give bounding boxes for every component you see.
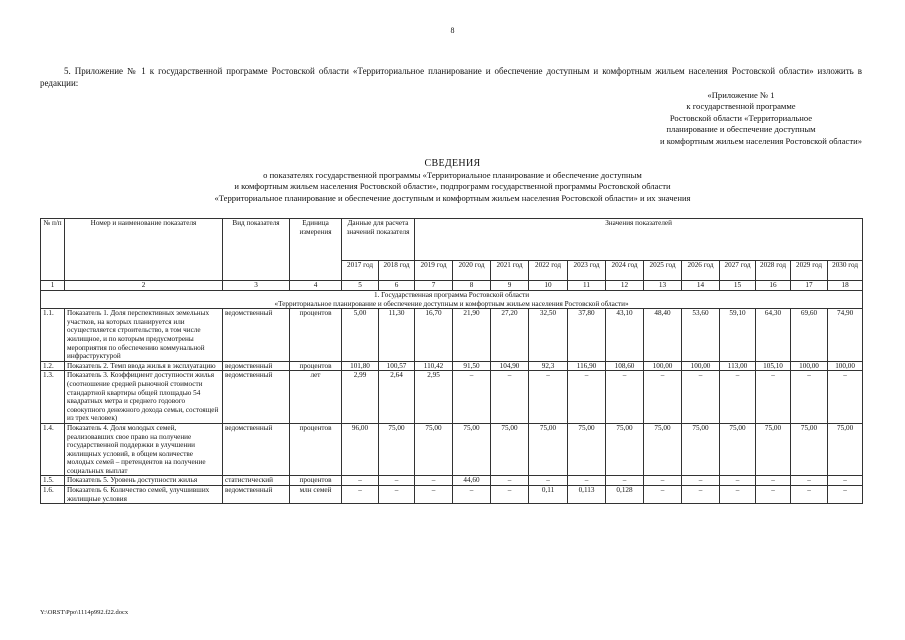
row-number: 1.4. <box>41 423 65 476</box>
indicator-value: – <box>682 476 720 486</box>
indicator-value: – <box>491 486 529 504</box>
indicator-value: – <box>342 486 379 504</box>
indicator-name: Показатель 6. Количество семей, улучшивших жилищные условия <box>65 486 223 504</box>
indicator-value: 0,11 <box>529 486 568 504</box>
indicator-value: 2,99 <box>342 371 379 424</box>
title-line: и комфортным жильем населения Ростовской области», подпрограмм государственной программы Ростовской области <box>234 181 671 191</box>
column-number: 16 <box>756 281 791 291</box>
indicator-value: 75,00 <box>791 423 828 476</box>
indicator-value: 100,00 <box>644 361 682 371</box>
indicator-value: 75,00 <box>415 423 453 476</box>
column-number: 2 <box>65 281 223 291</box>
year-header: 2030 год <box>828 261 863 281</box>
indicator-value: 75,00 <box>606 423 644 476</box>
indicator-value: 64,30 <box>756 309 791 362</box>
appendix-line: Ростовской области «Территориальное <box>669 112 813 123</box>
year-header: 2029 год <box>791 261 828 281</box>
indicator-value: 75,00 <box>756 423 791 476</box>
column-number: 14 <box>682 281 720 291</box>
column-number: 15 <box>720 281 756 291</box>
indicator-value: 92,3 <box>529 361 568 371</box>
year-header: 2022 год <box>529 261 568 281</box>
header-kind: Вид показателя <box>223 219 290 281</box>
year-header: 2019 год <box>415 261 453 281</box>
indicator-value: 100,00 <box>682 361 720 371</box>
header-base: Данные для расчета значений показателя <box>342 219 415 261</box>
indicator-value: 75,00 <box>491 423 529 476</box>
indicator-kind: ведомственный <box>223 486 290 504</box>
column-number: 6 <box>379 281 415 291</box>
column-number: 10 <box>529 281 568 291</box>
indicator-value: – <box>720 486 756 504</box>
appendix-line: к государственной программе <box>686 101 796 112</box>
indicator-value: 11,30 <box>379 309 415 362</box>
indicator-value: 2,95 <box>415 371 453 424</box>
indicator-value: – <box>529 371 568 424</box>
indicator-value: 96,00 <box>342 423 379 476</box>
intro-paragraph: 5. Приложение № 1 к государственной программе Ростовской области «Территориальное планирование и обеспечение доступным и комфортным жильем населения Ростовской области» изложить в редакции: <box>40 66 862 88</box>
column-number: 1 <box>41 281 65 291</box>
year-header: 2017 год <box>342 261 379 281</box>
page-number: 8 <box>450 26 455 35</box>
header-name: Номер и наименование показателя <box>65 219 223 281</box>
appendix-line: и комфортным жильем населения Ростовской области» <box>660 135 862 146</box>
row-number: 1.3. <box>41 371 65 424</box>
indicator-kind: ведомственный <box>223 371 290 424</box>
table-row <box>41 371 863 424</box>
indicator-value: 48,40 <box>644 309 682 362</box>
column-number: 7 <box>415 281 453 291</box>
indicator-value: – <box>682 371 720 424</box>
indicator-value: – <box>682 486 720 504</box>
year-header: 2021 год <box>491 261 529 281</box>
header-num: № п/п <box>41 219 65 281</box>
row-number: 1.2. <box>41 361 65 371</box>
indicator-value: – <box>606 476 644 486</box>
year-header: 2023 год <box>568 261 606 281</box>
indicator-value: – <box>379 476 415 486</box>
column-number: 11 <box>568 281 606 291</box>
indicator-value: 21,90 <box>453 309 491 362</box>
indicator-value: 104,90 <box>491 361 529 371</box>
indicator-unit: процентов <box>290 476 342 486</box>
indicator-value: – <box>791 476 828 486</box>
indicator-value: – <box>606 371 644 424</box>
year-header: 2025 год <box>644 261 682 281</box>
column-number: 12 <box>606 281 644 291</box>
indicator-value: – <box>644 486 682 504</box>
indicator-value: 100,57 <box>379 361 415 371</box>
indicator-unit: процентов <box>290 361 342 371</box>
title-main: СВЕДЕНИЯ <box>424 158 481 169</box>
header-values: Значения показателей <box>415 219 863 261</box>
indicator-value: 16,70 <box>415 309 453 362</box>
indicator-value: – <box>491 476 529 486</box>
indicator-value: 69,60 <box>791 309 828 362</box>
indicator-value: – <box>756 371 791 424</box>
indicator-value: 43,10 <box>606 309 644 362</box>
indicator-value: – <box>379 486 415 504</box>
appendix-line: планирование и обеспечение доступным <box>666 124 816 135</box>
table-row <box>41 361 863 371</box>
indicator-value: 75,00 <box>644 423 682 476</box>
indicator-unit: млн семей <box>290 486 342 504</box>
indicator-name: Показатель 4. Доля молодых семей, реализовавших свое право на получение государственной поддержки в улучшении жилищных условий, в общем количестве молодых семей – претендентов на получение социальных выплат <box>65 423 223 476</box>
indicator-value: 44,60 <box>453 476 491 486</box>
table-row <box>41 486 863 504</box>
indicator-value: 75,00 <box>568 423 606 476</box>
indicator-value: 75,00 <box>453 423 491 476</box>
column-number: 9 <box>491 281 529 291</box>
indicator-kind: статистический <box>223 476 290 486</box>
indicator-value: 5,00 <box>342 309 379 362</box>
indicator-value: 75,00 <box>828 423 863 476</box>
indicator-value: 100,00 <box>828 361 863 371</box>
indicator-value: 75,00 <box>529 423 568 476</box>
indicator-value: – <box>342 476 379 486</box>
year-header: 2024 год <box>606 261 644 281</box>
indicator-name: Показатель 3. Коэффициент доступности жилья (соотношение средней рыночной стоимости стандартной квартиры общей площадью 54 квадратных метра и среднего годового совокупного денежного дохода семьи, состоящей из трех человек) <box>65 371 223 424</box>
indicator-value: – <box>791 371 828 424</box>
section-line: «Территориальное планирование и обеспечение доступным и комфортным жильем населения Ростовской области» <box>274 299 629 308</box>
indicator-value: 91,50 <box>453 361 491 371</box>
indicator-value: – <box>529 476 568 486</box>
indicators-table <box>40 218 863 504</box>
year-header: 2027 год <box>720 261 756 281</box>
indicator-value: 105,10 <box>756 361 791 371</box>
indicator-unit: лет <box>290 371 342 424</box>
section-line: 1. Государственная программа Ростовской области <box>373 291 530 299</box>
indicator-kind: ведомственный <box>223 361 290 371</box>
indicator-value: 59,10 <box>720 309 756 362</box>
indicator-value: – <box>756 476 791 486</box>
indicator-value: 75,00 <box>682 423 720 476</box>
indicator-value: 27,20 <box>491 309 529 362</box>
indicator-kind: ведомственный <box>223 423 290 476</box>
year-header: 2028 год <box>756 261 791 281</box>
file-path-footer: Y:\ORST\Ppo\1114p992.f22.docx <box>40 609 129 616</box>
indicator-value: 110,42 <box>415 361 453 371</box>
indicator-name: Показатель 1. Доля перспективных земельных участков, на которых планируется или осуществляется строительство, в том числе жилищное, и по которым предусмотрены мероприятия по обеспечению коммунальной инфраструктурой <box>65 309 223 362</box>
indicator-value: – <box>828 476 863 486</box>
year-header: 2026 год <box>682 261 720 281</box>
indicator-value: 2,64 <box>379 371 415 424</box>
indicator-value: – <box>644 371 682 424</box>
title-line: «Территориальное планирование и обеспечение доступным и комфортным жильем населения Ростовской области» и их значения <box>214 192 691 203</box>
row-number: 1.1. <box>41 309 65 362</box>
table-row <box>41 423 863 476</box>
column-number: 3 <box>223 281 290 291</box>
indicator-value: – <box>720 476 756 486</box>
indicator-value: 75,00 <box>720 423 756 476</box>
indicator-value: – <box>568 476 606 486</box>
indicator-value: 53,60 <box>682 309 720 362</box>
indicator-value: 100,00 <box>791 361 828 371</box>
indicator-value: – <box>756 486 791 504</box>
section-row <box>41 291 863 309</box>
indicator-value: – <box>453 371 491 424</box>
section-title <box>41 291 863 309</box>
indicator-value: 75,00 <box>379 423 415 476</box>
indicator-name: Показатель 2. Темп ввода жилья в эксплуатацию <box>65 361 223 371</box>
row-number: 1.6. <box>41 486 65 504</box>
appendix-line: «Приложение № 1 <box>707 90 775 100</box>
row-number: 1.5. <box>41 476 65 486</box>
indicator-unit: процентов <box>290 423 342 476</box>
indicator-value: – <box>720 371 756 424</box>
table-row <box>41 476 863 486</box>
indicator-value: 37,80 <box>568 309 606 362</box>
column-number: 17 <box>791 281 828 291</box>
indicator-kind: ведомственный <box>223 309 290 362</box>
indicator-value: 0,113 <box>568 486 606 504</box>
document-title <box>0 158 905 204</box>
indicator-value: – <box>828 371 863 424</box>
indicator-value: 74,90 <box>828 309 863 362</box>
column-number: 4 <box>290 281 342 291</box>
indicator-value: 113,00 <box>720 361 756 371</box>
indicator-value: – <box>415 476 453 486</box>
indicator-value: – <box>491 371 529 424</box>
indicator-unit: процентов <box>290 309 342 362</box>
indicator-value: 32,50 <box>529 309 568 362</box>
indicator-value: 0,128 <box>606 486 644 504</box>
table-row <box>41 309 863 362</box>
indicator-value: 108,60 <box>606 361 644 371</box>
column-number: 18 <box>828 281 863 291</box>
indicator-value: – <box>828 486 863 504</box>
header-unit: Единица измерения <box>290 219 342 281</box>
indicator-value: 101,80 <box>342 361 379 371</box>
appendix-header <box>600 90 862 147</box>
indicator-value: – <box>415 486 453 504</box>
indicator-value: – <box>791 486 828 504</box>
column-number: 8 <box>453 281 491 291</box>
column-number: 5 <box>342 281 379 291</box>
year-header: 2020 год <box>453 261 491 281</box>
indicator-value: – <box>644 476 682 486</box>
indicator-value: – <box>453 486 491 504</box>
indicator-value: 116,90 <box>568 361 606 371</box>
indicator-value: – <box>568 371 606 424</box>
title-line: о показателях государственной программы «Территориальное планирование и обеспечение доступным <box>263 169 642 180</box>
indicator-name: Показатель 5. Уровень доступности жилья <box>65 476 223 486</box>
year-header: 2018 год <box>379 261 415 281</box>
column-number: 13 <box>644 281 682 291</box>
